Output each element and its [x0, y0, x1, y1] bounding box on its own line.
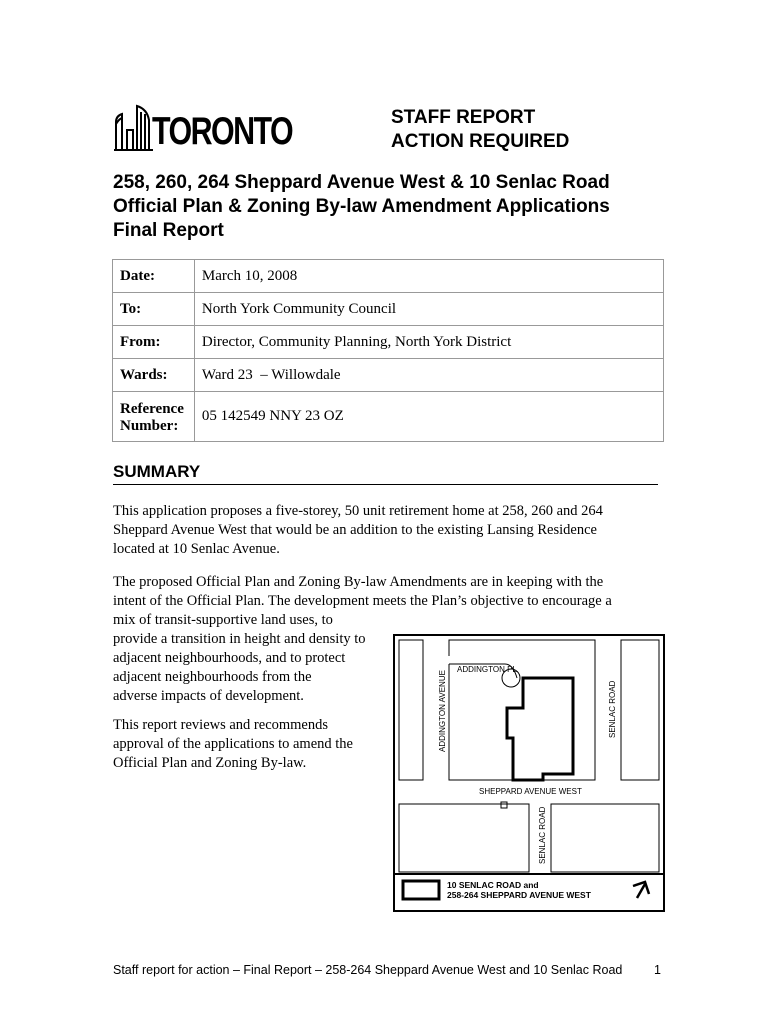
report-info-table	[112, 259, 664, 442]
text-line: adjacent neighbourhoods, and to protect	[113, 650, 346, 666]
to-value: North York Community Council	[194, 293, 663, 326]
text-line: provide a transition in height and density to	[113, 631, 366, 647]
street-label-senlac-road-bottom: SENLAC ROAD	[538, 806, 547, 864]
text-line: adverse impacts of development.	[113, 688, 304, 704]
reference-label	[113, 392, 195, 442]
text-line: located at 10 Senlac Avenue.	[113, 541, 280, 557]
wards-label: Wards:	[113, 359, 195, 392]
date-row	[113, 260, 664, 293]
footer-text: Staff report for action – Final Report – 258-264 Sheppard Avenue West and 10 Senlac Road	[113, 963, 623, 977]
legend-swatch	[403, 881, 439, 899]
reference-label-line-2: Number:	[120, 417, 179, 434]
to-row	[113, 293, 664, 326]
street-label-addington-ave: ADDINGTON AVENUE	[438, 670, 447, 752]
summary-paragraph-3	[113, 716, 353, 773]
city-hall-right-tower	[137, 106, 149, 150]
from-row	[113, 326, 664, 359]
from-label: From:	[113, 326, 195, 359]
summary-heading: SUMMARY	[113, 462, 658, 485]
date-value: March 10, 2008	[194, 260, 663, 293]
reference-value: 05 142549 NNY 23 OZ	[194, 392, 663, 442]
title-line-3: Final Report	[113, 220, 224, 241]
reference-row	[113, 392, 664, 442]
text-line: adjacent neighbourhoods from the	[113, 669, 312, 685]
title-line-1: 258, 260, 264 Sheppard Avenue West & 10 Senlac Road	[113, 172, 610, 193]
report-type-line-1: STAFF REPORT	[391, 107, 536, 128]
text-line: mix of transit-supportive land uses, to	[113, 612, 333, 628]
text-line: approval of the applications to amend the	[113, 736, 353, 752]
text-line: Official Plan and Zoning By-law.	[113, 755, 307, 771]
report-type	[391, 106, 569, 154]
street-label-sheppard: SHEPPARD AVENUE WEST	[479, 787, 582, 796]
from-value: Director, Community Planning, North York District	[194, 326, 663, 359]
text-line: intent of the Official Plan. The development meets the Plan’s objective to encourage a	[113, 593, 612, 609]
text-line: This application proposes a five-storey, 50 unit retirement home at 258, 260 and 264	[113, 503, 603, 519]
text-line: Sheppard Avenue West that would be an addition to the existing Lansing Residence	[113, 522, 597, 538]
legend-line-2: 258-264 SHEPPARD AVENUE WEST	[447, 890, 591, 900]
report-type-line-2: ACTION REQUIRED	[391, 131, 570, 152]
title-line-2: Official Plan & Zoning By-law Amendment Applications	[113, 196, 610, 217]
summary-paragraph-1	[113, 502, 603, 559]
location-map	[393, 634, 665, 912]
wards-row	[113, 359, 664, 392]
report-title	[113, 171, 673, 243]
text-line: This report reviews and recommends	[113, 717, 329, 733]
logo-wordmark: TORONTO	[152, 110, 293, 153]
wards-value: Ward 23 – Willowdale	[194, 359, 663, 392]
date-label: Date:	[113, 260, 195, 293]
page-number: 1	[654, 963, 661, 977]
legend-line-1: 10 SENLAC ROAD and	[447, 880, 539, 890]
reference-label-line-1: Reference	[120, 400, 184, 417]
to-label: To:	[113, 293, 195, 326]
street-label-addington-pl: ADDINGTON PL	[457, 665, 517, 674]
text-line: The proposed Official Plan and Zoning By-law Amendments are in keeping with the	[113, 574, 604, 590]
street-label-senlac-road-top: SENLAC ROAD	[608, 680, 617, 738]
